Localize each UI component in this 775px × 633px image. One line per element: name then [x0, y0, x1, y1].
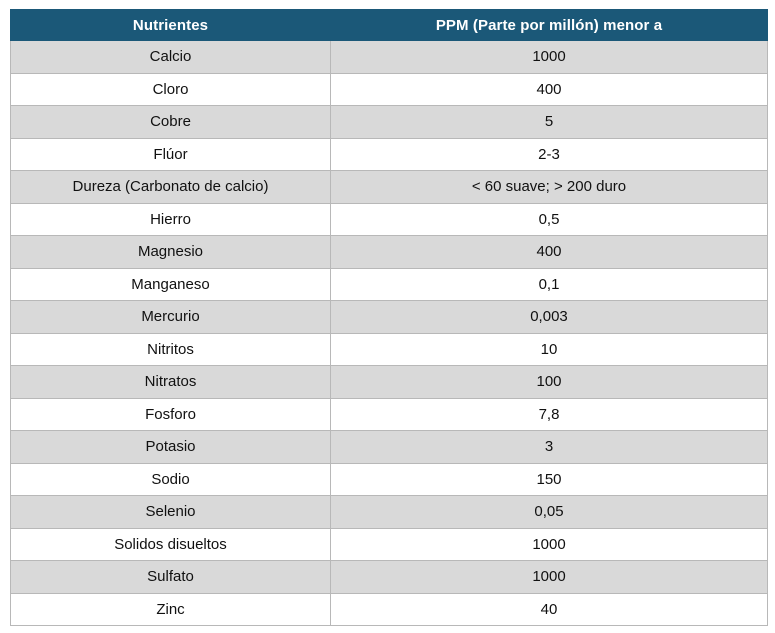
cell-ppm: 10	[331, 333, 768, 366]
table-row	[11, 528, 768, 561]
cell-nutriente: Cloro	[11, 73, 331, 106]
cell-ppm: 400	[331, 73, 768, 106]
cell-nutriente: Dureza (Carbonato de calcio)	[11, 171, 331, 204]
cell-nutriente: Nitritos	[11, 333, 331, 366]
table-row	[11, 171, 768, 204]
cell-nutriente: Magnesio	[11, 236, 331, 269]
cell-nutriente: Selenio	[11, 496, 331, 529]
cell-ppm: 400	[331, 236, 768, 269]
table-row	[11, 463, 768, 496]
table-row	[11, 593, 768, 626]
cell-ppm: 0,1	[331, 268, 768, 301]
table-row	[11, 398, 768, 431]
table-row	[11, 431, 768, 464]
cell-ppm: 1000	[331, 41, 768, 74]
table-body	[11, 41, 768, 626]
cell-ppm: 7,8	[331, 398, 768, 431]
cell-nutriente: Hierro	[11, 203, 331, 236]
table-row	[11, 41, 768, 74]
cell-nutriente: Zinc	[11, 593, 331, 626]
cell-nutriente: Nitratos	[11, 366, 331, 399]
nutrient-table	[10, 9, 768, 626]
cell-nutriente: Calcio	[11, 41, 331, 74]
cell-ppm: 0,05	[331, 496, 768, 529]
cell-ppm: 0,003	[331, 301, 768, 334]
column-header-ppm: PPM (Parte por millón) menor a	[331, 10, 768, 41]
table-row	[11, 203, 768, 236]
table-header-row	[11, 10, 768, 41]
table-row	[11, 333, 768, 366]
cell-nutriente: Fosforo	[11, 398, 331, 431]
cell-nutriente: Solidos disueltos	[11, 528, 331, 561]
cell-nutriente: Sodio	[11, 463, 331, 496]
cell-nutriente: Cobre	[11, 106, 331, 139]
table-row	[11, 366, 768, 399]
column-header-nutrientes: Nutrientes	[11, 10, 331, 41]
cell-ppm: 40	[331, 593, 768, 626]
table-row	[11, 138, 768, 171]
cell-ppm: 0,5	[331, 203, 768, 236]
cell-ppm: 1000	[331, 528, 768, 561]
table-row	[11, 236, 768, 269]
table-row	[11, 561, 768, 594]
table-row	[11, 301, 768, 334]
table-row	[11, 73, 768, 106]
cell-ppm: 5	[331, 106, 768, 139]
cell-ppm: 1000	[331, 561, 768, 594]
table-row	[11, 106, 768, 139]
table-row	[11, 268, 768, 301]
cell-nutriente: Sulfato	[11, 561, 331, 594]
cell-ppm: 3	[331, 431, 768, 464]
cell-nutriente: Potasio	[11, 431, 331, 464]
table-row	[11, 496, 768, 529]
cell-nutriente: Mercurio	[11, 301, 331, 334]
table-header	[11, 10, 768, 41]
cell-ppm: 2-3	[331, 138, 768, 171]
cell-ppm: < 60 suave; > 200 duro	[331, 171, 768, 204]
cell-nutriente: Manganeso	[11, 268, 331, 301]
cell-ppm: 150	[331, 463, 768, 496]
cell-nutriente: Flúor	[11, 138, 331, 171]
cell-ppm: 100	[331, 366, 768, 399]
